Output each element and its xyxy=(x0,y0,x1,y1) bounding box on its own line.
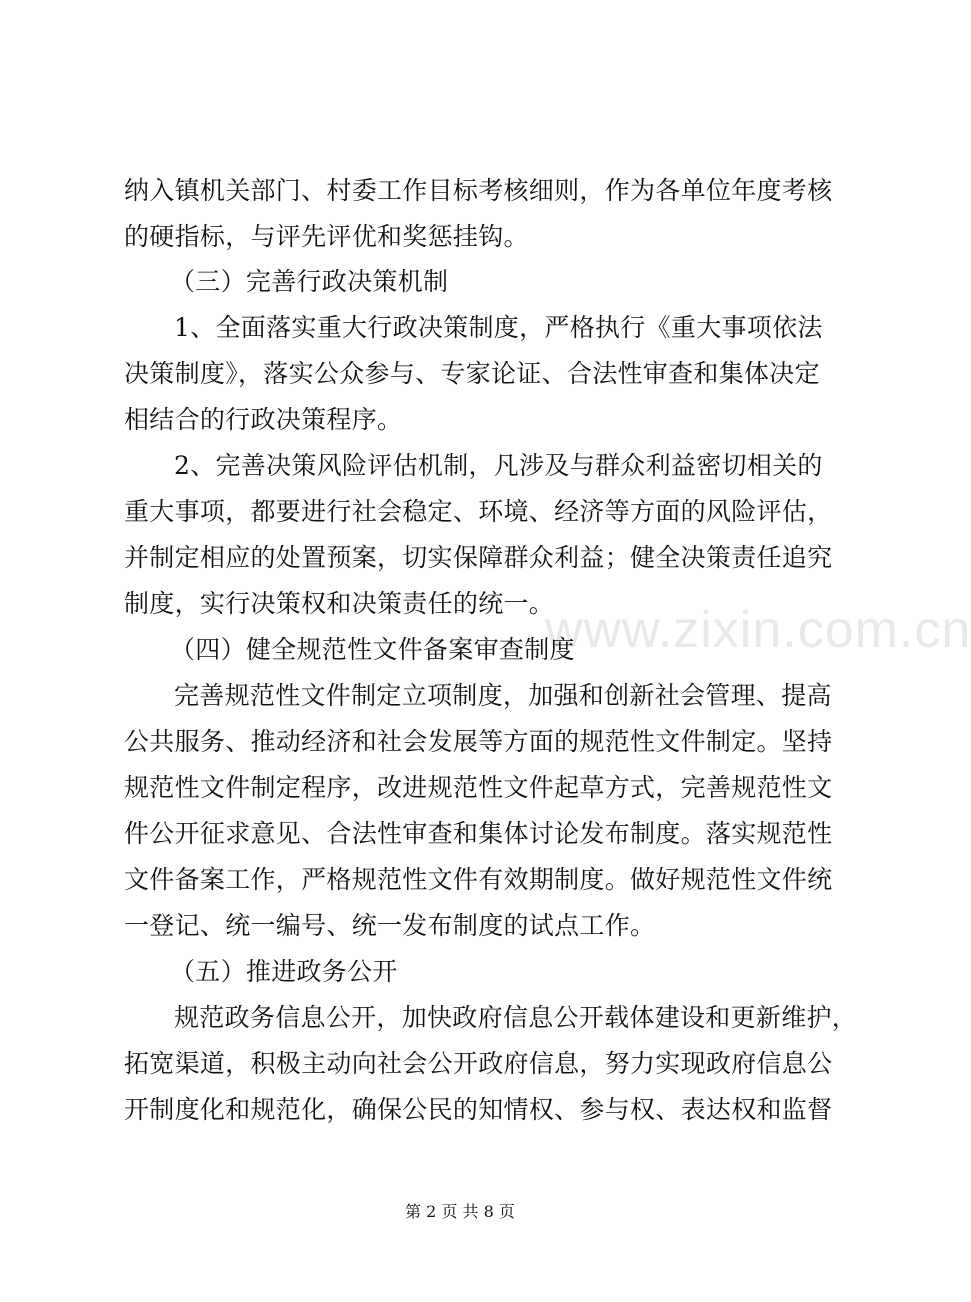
paragraph-line: 相结合的行政决策程序。 xyxy=(124,405,403,434)
paragraph-line: 文件备案工作，严格规范性文件有效期制度。做好规范性文件统 xyxy=(124,865,833,894)
paragraph-line: 重大事项，都要进行社会稳定、环境、经济等方面的风险评估， xyxy=(124,497,833,526)
section-heading-5: （五）推进政务公开 xyxy=(170,957,398,986)
paragraph-line: 件公开征求意见、合法性审查和集体讨论发布制度。落实规范性 xyxy=(124,819,833,848)
paragraph-line: 公共服务、推动经济和社会发展等方面的规范性文件制定。坚持 xyxy=(124,727,833,756)
paragraph-line: 2、完善决策风险评估机制，凡涉及与群众利益密切相关的 xyxy=(174,451,823,480)
paragraph-line: 完善规范性文件制定立项制度，加强和创新社会管理、提高 xyxy=(174,681,832,710)
watermark-text: www.zixin.com.cn xyxy=(545,601,971,659)
paragraph-line: 规范性文件制定程序，改进规范性文件起草方式，完善规范性文 xyxy=(124,773,833,802)
paragraph-line: 并制定相应的处置预案，切实保障群众利益；健全决策责任追究 xyxy=(124,543,833,572)
paragraph-line: 开制度化和规范化，确保公民的知情权、参与权、表达权和监督 xyxy=(124,1095,833,1124)
section-heading-4: （四）健全规范性文件备案审查制度 xyxy=(170,635,575,664)
paragraph-line: 1、全面落实重大行政决策制度，严格执行《重大事项依法 xyxy=(174,313,823,342)
paragraph-line: 规范政务信息公开，加快政府信息公开载体建设和更新维护， xyxy=(174,1003,858,1032)
paragraph-line: 纳入镇机关部门、村委工作目标考核细则，作为各单位年度考核 xyxy=(124,176,833,205)
section-heading-3: （三）完善行政决策机制 xyxy=(170,267,449,296)
paragraph-line: 制度，实行决策权和决策责任的统一。 xyxy=(124,589,555,618)
paragraph-line: 一登记、统一编号、统一发布制度的试点工作。 xyxy=(124,911,656,940)
paragraph-line: 的硬指标，与评先评优和奖惩挂钩。 xyxy=(124,222,529,251)
paragraph-line: 决策制度》，落实公众参与、专家论证、合法性审查和集体决定 xyxy=(124,359,820,388)
paragraph-line: 拓宽渠道，积极主动向社会公开政府信息，努力实现政府信息公 xyxy=(124,1049,833,1078)
page-footer: 第 2 页 共 8 页 xyxy=(405,1202,515,1221)
